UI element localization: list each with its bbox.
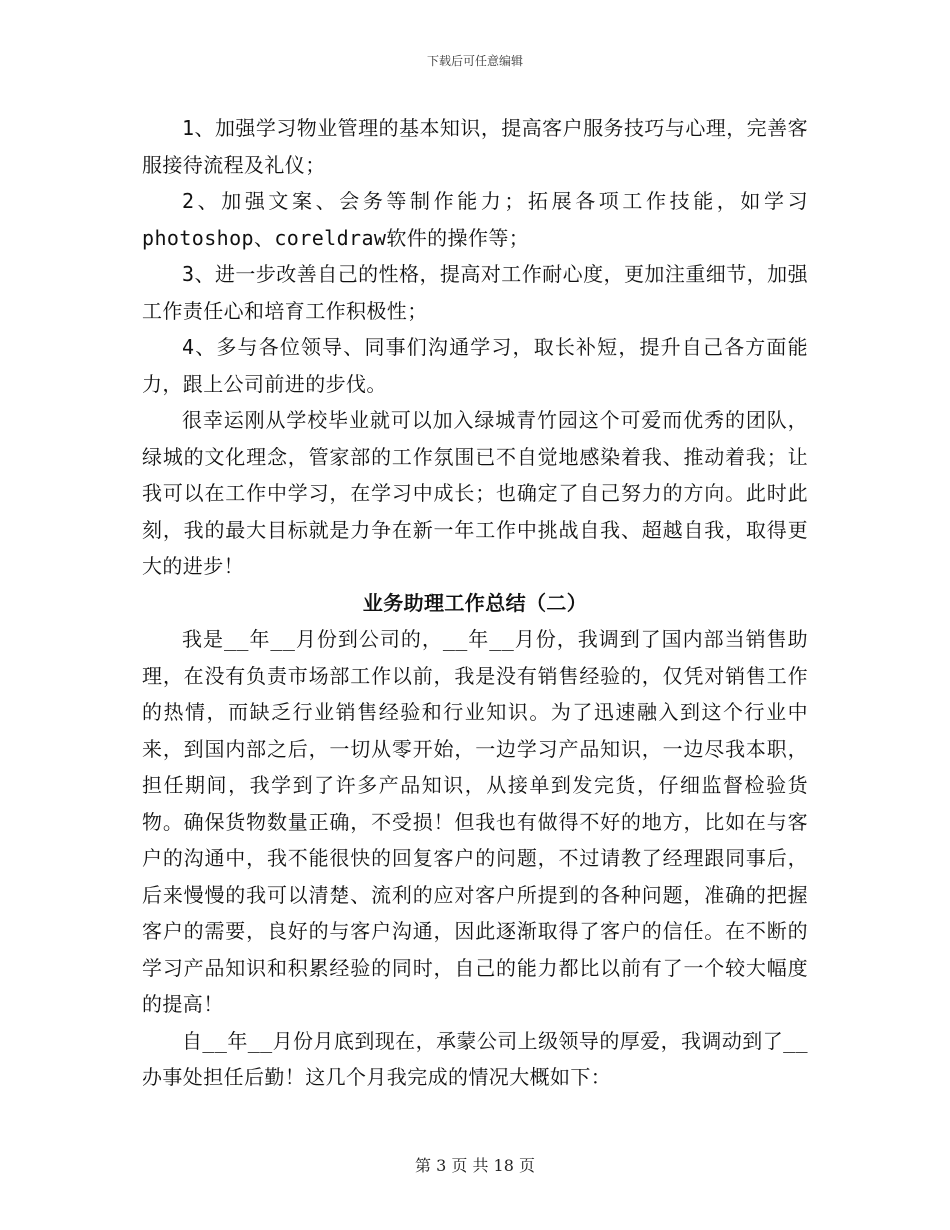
paragraph-item-3: 3、进一步改善自己的性格，提高对工作耐心度，更加注重细节，加强工作责任心和培育工作积极性； <box>142 262 808 323</box>
paragraph-closing: 很幸运刚从学校毕业就可以加入绿城青竹园这个可爱而优秀的团队，绿城的文化理念，管家部的工作氛围已不自觉地感染着我、推动着我；让我可以在工作中学习，在学习中成长；也确定了自己努力的方向。此时此刻，我的最大目标就是力争在新一年工作中挑战自我、超越自我，取得更大的进步！ <box>142 408 808 578</box>
section-title: 业务助理工作总结（二） <box>362 590 588 615</box>
paragraph-item-1: 1、加强学习物业管理的基本知识，提高客户服务技巧与心理，完善客服接待流程及礼仪； <box>142 116 808 177</box>
document-body <box>142 110 808 1096</box>
page-number: 第 3 页 共 18 页 <box>415 1156 535 1175</box>
page-header: 下载后可任意编辑 <box>426 54 523 68</box>
paragraph-item-4: 4、多与各位领导、同事们沟通学习，取长补短，提升自己各方面能力，跟上公司前进的步伐。 <box>142 335 808 396</box>
paragraph-logistics: 自__年__月份月底到现在，承蒙公司上级领导的厚爱，我调动到了__办事处担任后勤！这几个月我完成的情况大概如下： <box>142 1028 808 1089</box>
paragraph-item-2: 2、加强文案、会务等制作能力；拓展各项工作技能，如学习photoshop、coreldraw软件的操作等； <box>142 189 808 250</box>
paragraph-sales-assistant: 我是__年__月份到公司的，__年__月份，我调到了国内部当销售助理，在没有负责市场部工作以前，我是没有销售经验的，仅凭对销售工作的热情，而缺乏行业销售经验和行业知识。为了迅速融入到这个行业中来，到国内部之后，一切从零开始，一边学习产品知识，一边尽我本职，担任期间，我学到了许多产品知识，从接单到发完货，仔细监督检验货物。确保货物数量正确，不受损！但我也有做得不好的地方，比如在与客户的沟通中，我不能很快的回复客户的问题，不过请教了经理跟同事后，后来慢慢的我可以清楚、流利的应对客户所提到的各种问题，准确的把握客户的需要，良好的与客户沟通，因此逐渐取得了客户的信任。在不断的学习产品知识和积累经验的同时，自己的能力都比以前有了一个较大幅度的提高！ <box>142 627 808 1016</box>
